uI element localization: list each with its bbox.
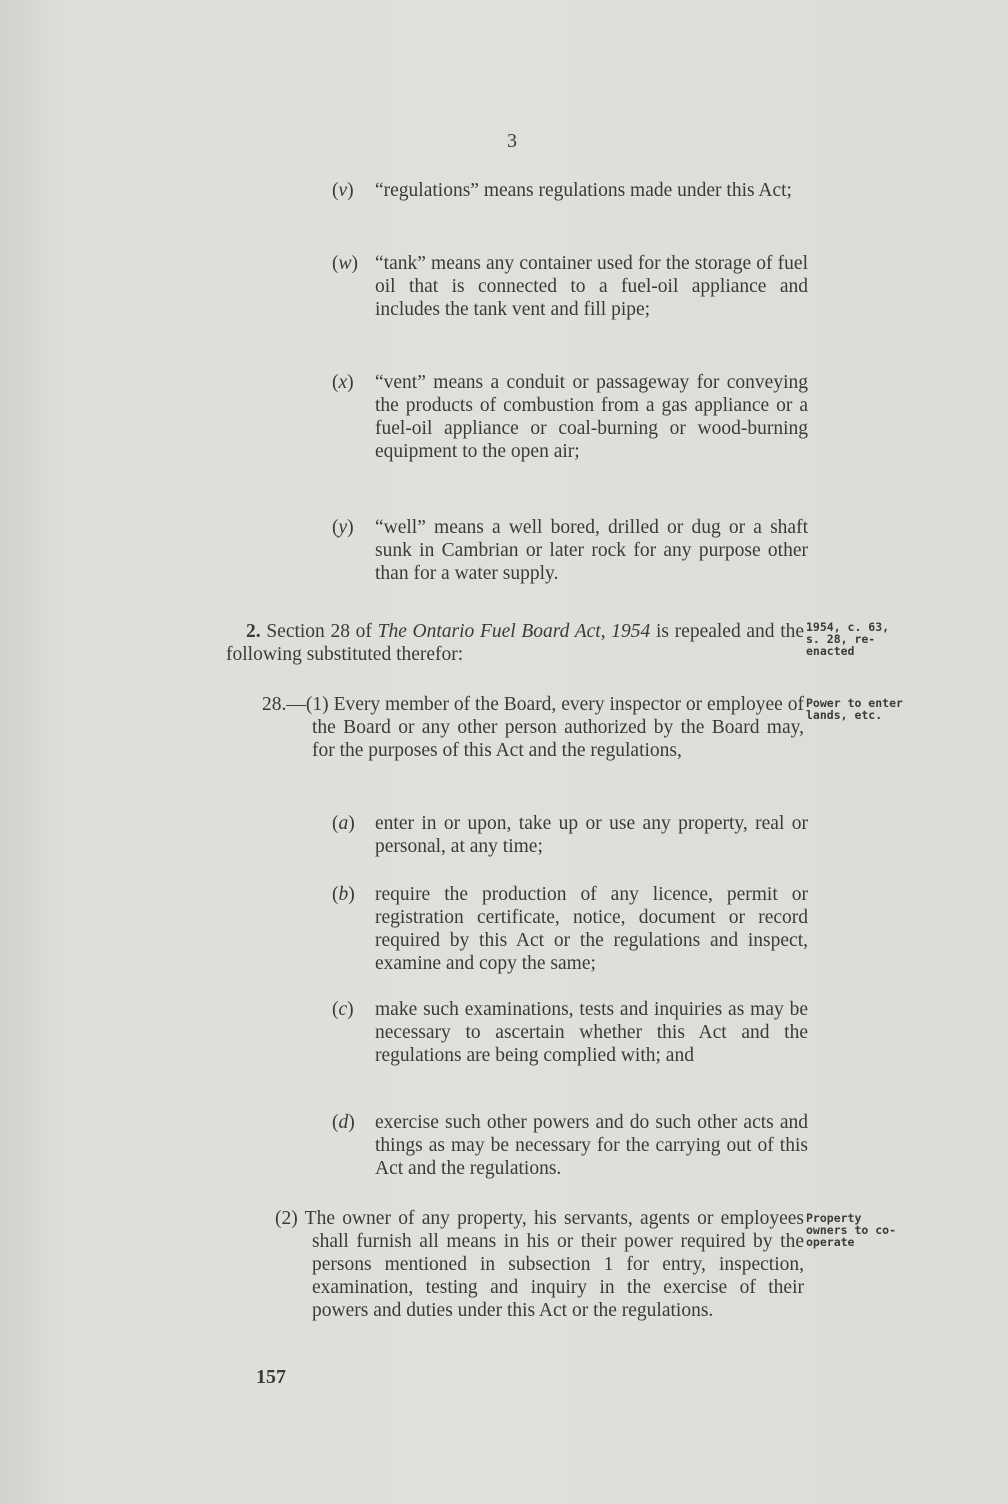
clause-b (332, 883, 808, 975)
page-number: 3 (507, 130, 517, 152)
subsection-text: Every member of the Board, every inspector or employee of the Board or any other person authorized by the Board may, for the purposes of this Act and the regulations, (312, 694, 805, 761)
subsection-lead: (2) (275, 1208, 298, 1229)
margin-note-power-to-enter: Power to enter lands, etc. (806, 696, 903, 722)
section-2-paragraph (226, 620, 804, 666)
definition-label: (y) (332, 517, 354, 538)
definition-w (332, 252, 808, 321)
clause-a (332, 812, 808, 858)
definition-x (332, 371, 808, 463)
definition-v (332, 179, 808, 202)
folio-number: 157 (256, 1366, 286, 1388)
subsection-1-paragraph (262, 693, 805, 762)
definition-text: “vent” means a conduit or passageway for conveying the products of combustion from a gas appliance or a fuel-oil appliance or coal-burning or wood-burning equipment to the open air; (375, 372, 808, 462)
act-title: The Ontario Fuel Board Act, 1954 (377, 621, 651, 642)
clause-text: make such examinations, tests and inquiries as may be necessary to ascertain whether this Act and the regulations are being complied with; and (375, 999, 808, 1066)
section-text-after: is repealed and the following substituted therefor: (226, 621, 805, 665)
subsection-2-paragraph (275, 1207, 804, 1322)
definition-text: “well” means a well bored, drilled or dug or a shaft sunk in Cambrian or later rock for any purpose other than for a water supply. (375, 517, 808, 584)
section-text-before: Section 28 of (266, 621, 372, 642)
section-number: 2. (246, 621, 261, 642)
clause-text: enter in or upon, take up or use any property, real or personal, at any time; (375, 813, 808, 857)
clause-label: (d) (332, 1112, 355, 1133)
subsection-text: The owner of any property, his servants, agents or employees shall furnish all means in his or their power required by the persons mentioned in subsection 1 for entry, inspection, examination, testing and inquiry in the exercise of their powers and duties under this Act or the regulations. (304, 1208, 804, 1321)
definition-text: “regulations” means regulations made under this Act; (375, 180, 792, 201)
definition-y (332, 516, 808, 585)
definition-label: (w) (332, 253, 359, 274)
definition-text: “tank” means any container used for the storage of fuel oil that is connected to a fuel-oil appliance and includes the tank vent and fill pipe; (375, 253, 808, 320)
margin-note-property-owners: Property owners to co-operate (806, 1211, 897, 1249)
clause-label: (c) (332, 999, 354, 1020)
margin-note-section-2: 1954, c. 63, s. 28, re-enacted (806, 620, 890, 658)
clause-c (332, 998, 808, 1067)
clause-text: require the production of any licence, permit or registration certificate, notice, document or record required by this Act or the regulations and inspect, examine and copy the same; (375, 884, 808, 974)
clause-d (332, 1111, 808, 1180)
clause-text: exercise such other powers and do such other acts and things as may be necessary for the carrying out of this Act and the regulations. (375, 1112, 808, 1179)
subsection-lead: 28.—(1) (262, 694, 329, 715)
clause-label: (b) (332, 884, 355, 905)
definition-label: (v) (332, 180, 354, 201)
clause-label: (a) (332, 813, 355, 834)
definition-label: (x) (332, 372, 354, 393)
